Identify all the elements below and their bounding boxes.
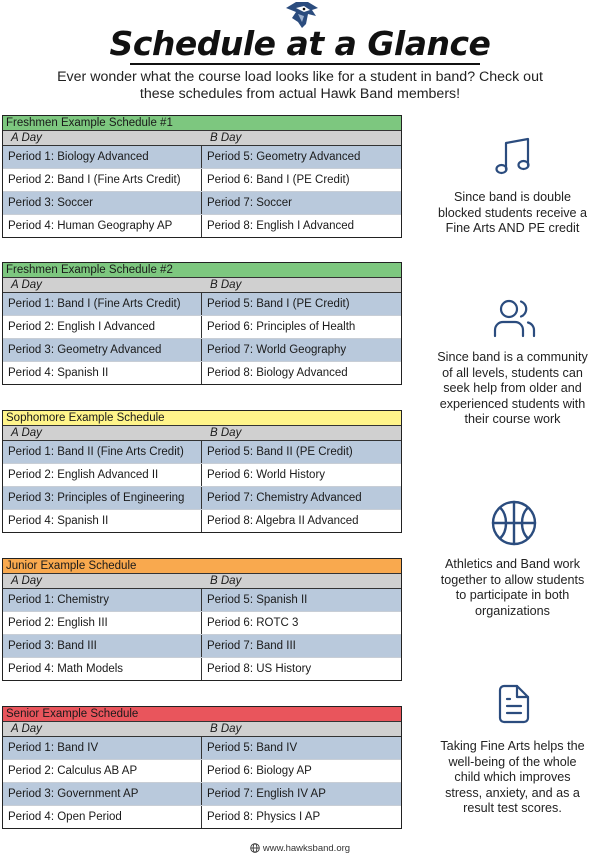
side-note-line: together to allow students [440, 572, 585, 587]
b-day-cell: Period 8: English I Advanced [207, 220, 355, 232]
users-icon [492, 296, 538, 340]
b-day-cell: Period 6: Band I (PE Credit) [207, 174, 350, 186]
a-day-cell: Period 1: Band II (Fine Arts Credit) [3, 441, 202, 463]
a-day-cell: Period 1: Biology Advanced [3, 146, 202, 168]
table-row [3, 486, 401, 509]
a-day-cell: Period 2: Calculus AB AP [3, 760, 202, 782]
a-day-cell: Period 4: Spanish II [3, 510, 202, 532]
side-note-fine-arts [425, 739, 600, 817]
schedule-title: Freshmen Example Schedule #2 [3, 263, 401, 278]
side-note-line: experienced students with [439, 396, 586, 411]
schedule-sophomore [2, 410, 402, 533]
side-note-line: Athletics and Band work [444, 557, 581, 571]
side-note-line: of all levels, students can [442, 365, 583, 380]
b-day-cell: Period 5: Band IV [207, 742, 298, 754]
b-day-cell: Period 5: Band II (PE Credit) [207, 446, 353, 458]
side-note-line: Taking Fine Arts helps the [440, 739, 585, 753]
side-note-line: Since band is double [454, 190, 571, 204]
side-note-line: Since band is a community [437, 350, 588, 364]
day-header-row [3, 426, 401, 441]
side-note-line: stress, anxiety, and as a [445, 785, 580, 800]
intro-text [40, 69, 560, 103]
a-day-header: A Day [11, 723, 42, 735]
table-row [3, 146, 401, 168]
a-day-cell: Period 4: Math Models [3, 658, 202, 680]
page-title: Schedule at a Glance [109, 24, 491, 63]
b-day-header: B Day [210, 723, 242, 735]
intro-line-2: these schedules from actual Hawk Band members! [139, 86, 461, 102]
a-day-cell: Period 4: Open Period [3, 806, 202, 828]
a-day-cell: Period 3: Geometry Advanced [3, 339, 202, 361]
side-note-line: Fine Arts AND PE credit [445, 221, 580, 235]
b-day-cell: Period 5: Spanish II [207, 594, 308, 606]
side-note-credit [425, 190, 600, 237]
title-underline [130, 63, 480, 65]
a-day-cell: Period 3: Soccer [3, 192, 202, 214]
day-header-row [3, 574, 401, 589]
a-day-cell: Period 2: English III [3, 612, 202, 634]
a-day-header: A Day [11, 575, 42, 587]
music-note-icon [492, 135, 536, 179]
side-note-line: well-being of the whole [448, 754, 577, 769]
schedule-title: Sophomore Example Schedule [3, 411, 401, 426]
table-row [3, 737, 401, 759]
side-note-line: blocked students receive a [437, 205, 588, 220]
b-day-cell: Period 6: World History [207, 469, 326, 481]
b-day-cell: Period 7: Chemistry Advanced [207, 492, 362, 504]
footer [0, 843, 600, 854]
b-day-cell: Period 8: US History [207, 663, 312, 675]
b-day-cell: Period 5: Band I (PE Credit) [207, 298, 350, 310]
side-note-line: child which improves [454, 770, 571, 784]
b-day-cell: Period 7: Soccer [207, 197, 293, 209]
schedule-freshmen-1 [2, 115, 402, 238]
b-day-header: B Day [210, 279, 242, 291]
side-note-line: result test scores. [463, 801, 562, 815]
b-day-header: B Day [210, 575, 242, 587]
b-day-cell: Period 7: English IV AP [207, 788, 326, 800]
table-row [3, 168, 401, 191]
table-row [3, 463, 401, 486]
table-row [3, 805, 401, 828]
side-note-athletics [425, 557, 600, 619]
table-row [3, 589, 401, 611]
table-row [3, 657, 401, 680]
day-header-row [3, 722, 401, 737]
schedule-senior [2, 706, 402, 829]
b-day-header: B Day [210, 427, 242, 439]
a-day-cell: Period 4: Spanish II [3, 362, 202, 384]
a-day-header: A Day [11, 427, 42, 439]
table-row [3, 214, 401, 237]
table-row [3, 509, 401, 532]
a-day-cell: Period 4: Human Geography AP [3, 215, 202, 237]
table-row [3, 782, 401, 805]
b-day-header: B Day [210, 132, 242, 144]
side-note-line: seek help from older and [443, 381, 582, 395]
a-day-header: A Day [11, 132, 42, 144]
b-day-cell: Period 5: Geometry Advanced [207, 151, 361, 163]
side-note-community [425, 350, 600, 428]
basketball-icon [490, 499, 538, 547]
table-row [3, 191, 401, 214]
table-row [3, 634, 401, 657]
b-day-cell: Period 6: Principles of Health [207, 321, 356, 333]
intro-line-1: Ever wonder what the course load looks like for a student in band? Check out [57, 69, 543, 85]
day-header-row [3, 131, 401, 146]
table-row [3, 759, 401, 782]
a-day-cell: Period 1: Band IV [3, 737, 202, 759]
a-day-cell: Period 2: Band I (Fine Arts Credit) [3, 169, 202, 191]
a-day-cell: Period 2: English I Advanced [3, 316, 202, 338]
side-note-line: organizations [475, 603, 550, 618]
schedule-freshmen-2 [2, 262, 402, 385]
a-day-cell: Period 3: Government AP [3, 783, 202, 805]
b-day-cell: Period 8: Physics I AP [207, 811, 321, 823]
table-row [3, 315, 401, 338]
side-note-line: their course work [464, 412, 561, 426]
b-day-cell: Period 7: World Geography [207, 344, 347, 356]
b-day-cell: Period 7: Band III [207, 640, 296, 652]
side-note-line: to participate in both [455, 588, 570, 602]
b-day-cell: Period 8: Biology Advanced [207, 367, 348, 379]
b-day-cell: Period 6: Biology AP [207, 765, 312, 777]
schedule-title: Freshmen Example Schedule #1 [3, 116, 401, 131]
day-header-row [3, 278, 401, 293]
table-row [3, 338, 401, 361]
table-row [3, 441, 401, 463]
a-day-cell: Period 3: Band III [3, 635, 202, 657]
a-day-cell: Period 1: Chemistry [3, 589, 202, 611]
schedule-title: Junior Example Schedule [3, 559, 401, 574]
schedule-title: Senior Example Schedule [3, 707, 401, 722]
table-row [3, 293, 401, 315]
b-day-cell: Period 8: Algebra II Advanced [207, 515, 359, 527]
table-row [3, 611, 401, 634]
globe-icon [250, 843, 260, 853]
a-day-header: A Day [11, 279, 42, 291]
document-icon [497, 684, 531, 724]
table-row [3, 361, 401, 384]
schedule-junior [2, 558, 402, 681]
a-day-cell: Period 3: Principles of Engineering [3, 487, 202, 509]
a-day-cell: Period 2: English Advanced II [3, 464, 202, 486]
a-day-cell: Period 1: Band I (Fine Arts Credit) [3, 293, 202, 315]
b-day-cell: Period 6: ROTC 3 [207, 617, 299, 629]
website-link[interactable]: www.hawksband.org [262, 843, 351, 854]
